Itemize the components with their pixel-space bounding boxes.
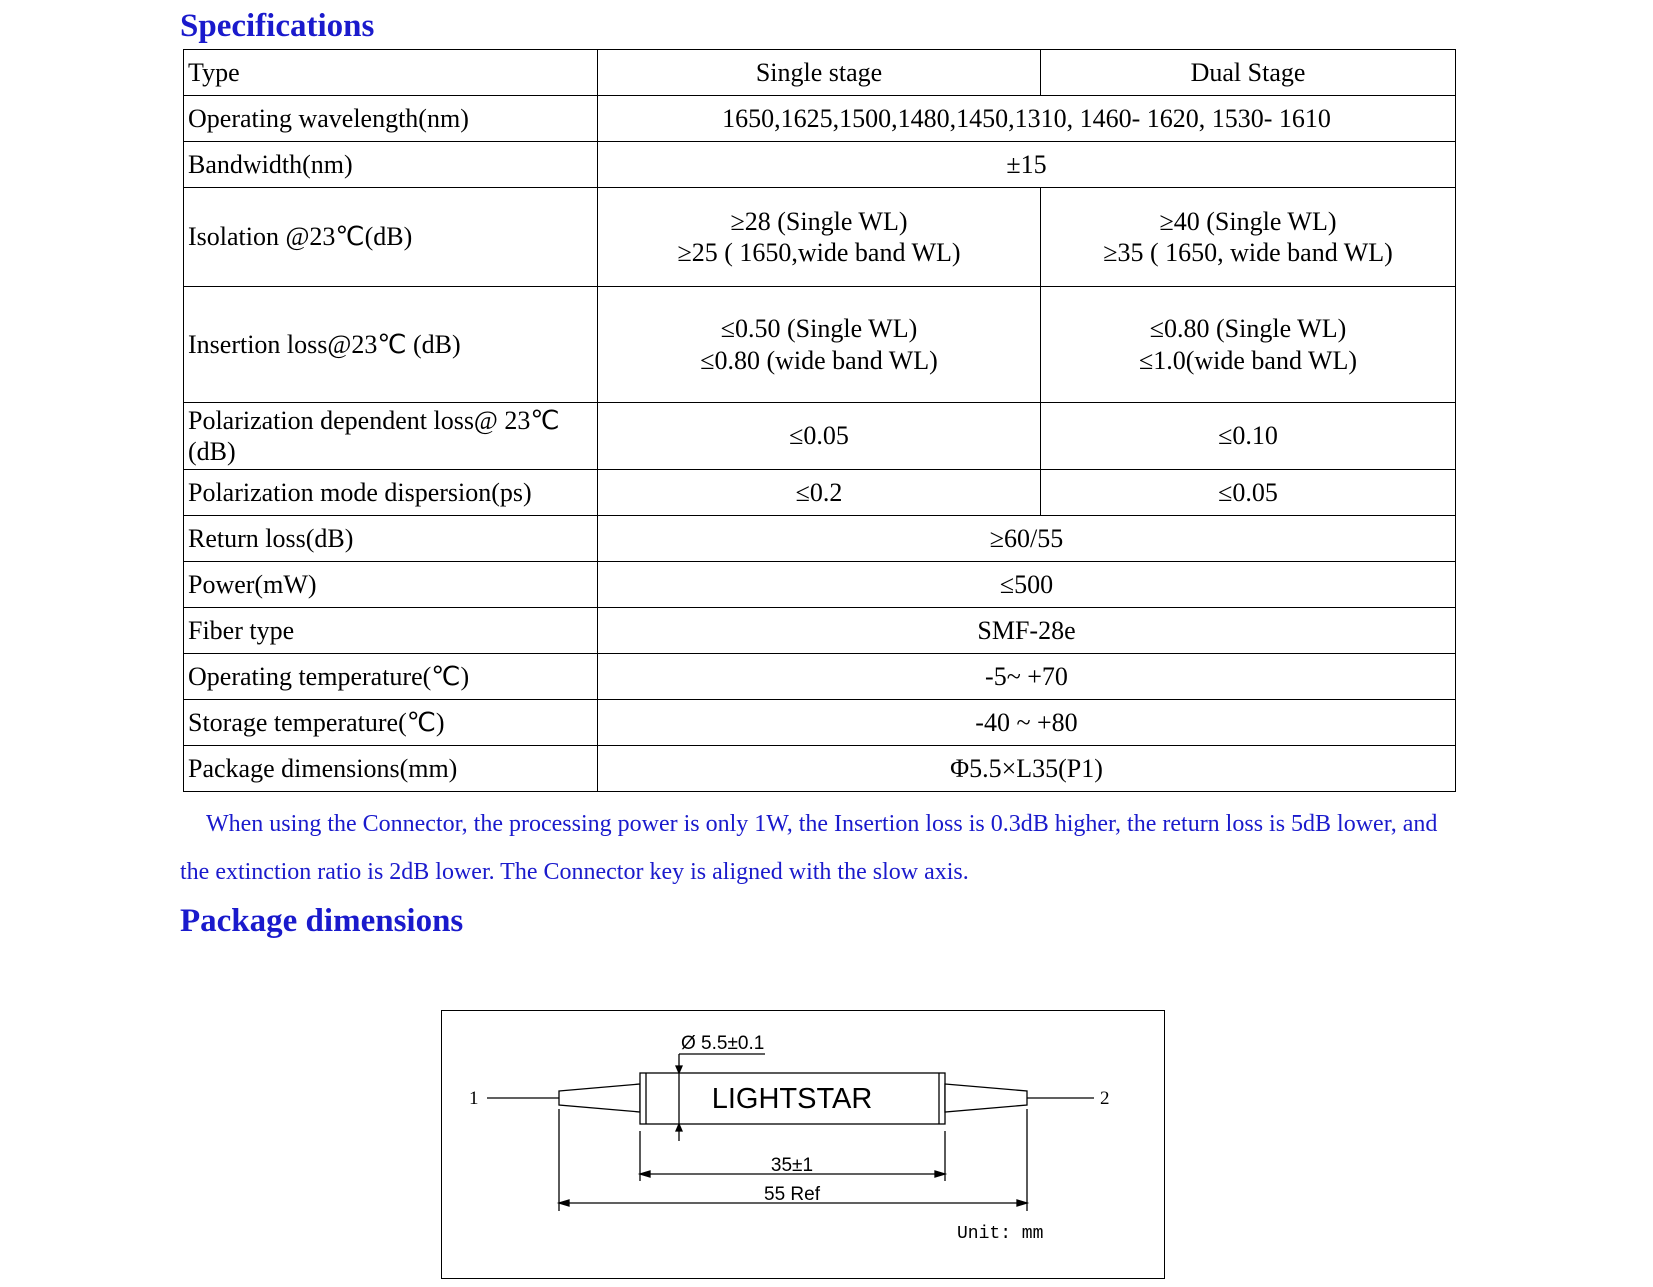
left-boot — [559, 1084, 640, 1112]
row-label: Operating temperature(℃) — [184, 654, 598, 700]
value-line: ≥28 (Single WL) — [730, 206, 908, 236]
port-2-label: 2 — [1100, 1088, 1110, 1109]
row-label: Package dimensions(mm) — [184, 746, 598, 792]
table-row — [184, 403, 1456, 470]
specifications-heading: Specifications — [180, 8, 375, 44]
value-line: ≤1.0(wide band WL) — [1138, 345, 1358, 375]
row-value: ≥60/55 — [598, 516, 1456, 562]
port-1-label: 1 — [469, 1088, 479, 1109]
unit-label: Unit: mm — [957, 1224, 1044, 1244]
row-value-single: ≤0.2 — [598, 470, 1041, 516]
table-row — [184, 516, 1456, 562]
connector-note — [180, 800, 1500, 896]
table-row — [184, 287, 1456, 403]
row-value: ±15 — [598, 142, 1456, 188]
row-label: Insertion loss@23℃ (dB) — [184, 287, 598, 403]
package-dimensions-heading: Package dimensions — [180, 903, 464, 939]
total-length-arrow-right — [1017, 1200, 1027, 1206]
row-label: Storage temperature(℃) — [184, 700, 598, 746]
table-row-type — [184, 50, 1456, 96]
table-row — [184, 470, 1456, 516]
value-line: ≥25 ( 1650,wide band WL) — [677, 238, 961, 267]
row-value-dual — [1041, 188, 1456, 287]
row-value-dual: ≤0.10 — [1041, 403, 1456, 470]
header-dual-stage: Dual Stage — [1041, 50, 1456, 96]
row-value-dual — [1041, 287, 1456, 403]
row-value: -40 ~ +80 — [598, 700, 1456, 746]
value-line: ≥40 (Single WL) — [1159, 206, 1337, 236]
row-label: Isolation @23℃(dB) — [184, 188, 598, 287]
body-length-arrow-right — [935, 1171, 945, 1177]
note-line-1 — [180, 800, 1500, 848]
body-length-arrow-left — [640, 1171, 650, 1177]
table-row — [184, 700, 1456, 746]
table-row — [184, 96, 1456, 142]
diameter-arrow-bottom — [676, 1124, 682, 1131]
row-label: Polarization dependent loss@ 23℃ (dB) — [184, 403, 598, 470]
header-single-stage: Single stage — [598, 50, 1041, 96]
row-value: Φ5.5×L35(P1) — [598, 746, 1456, 792]
value-line: ≥35 ( 1650, wide band WL) — [1103, 238, 1393, 267]
value-line: ≤0.80 (wide band WL) — [700, 345, 938, 375]
row-value: -5~ +70 — [598, 654, 1456, 700]
note-line-2: the extinction ratio is 2dB lower. The Connector key is aligned with the slow axis. — [180, 859, 969, 885]
package-drawing-svg — [442, 1011, 1166, 1280]
row-label: Operating wavelength(nm) — [184, 96, 598, 142]
row-value: 1650,1625,1500,1480,1450,1310, 1460- 1620, 1530- 1610 — [598, 96, 1456, 142]
note-text-1: When using the Connector, the processing power is only 1W, the Insertion loss is 0.3dB higher, the return loss is 5dB lower, and — [206, 811, 1438, 837]
row-value-dual: ≤0.05 — [1041, 470, 1456, 516]
table-row — [184, 608, 1456, 654]
row-value-single — [598, 188, 1041, 287]
row-label: Return loss(dB) — [184, 516, 598, 562]
body-length-label: 35±1 — [770, 1155, 814, 1176]
value-line: ≤0.50 (Single WL) — [720, 314, 918, 344]
row-label: Power(mW) — [184, 562, 598, 608]
brand-label: LIGHTSTAR — [711, 1083, 873, 1115]
row-label: Polarization mode dispersion(ps) — [184, 470, 598, 516]
package-drawing — [441, 1010, 1165, 1279]
table-row — [184, 562, 1456, 608]
diameter-arrow-top — [676, 1066, 682, 1073]
row-value-single — [598, 287, 1041, 403]
specifications-table — [183, 49, 1456, 792]
table-row — [184, 654, 1456, 700]
diameter-label: Ø 5.5±0.1 — [681, 1033, 765, 1054]
table-row — [184, 142, 1456, 188]
table-row — [184, 188, 1456, 287]
total-length-arrow-left — [559, 1200, 569, 1206]
row-value-single: ≤0.05 — [598, 403, 1041, 470]
header-type-label: Type — [184, 50, 598, 96]
row-label: Bandwidth(nm) — [184, 142, 598, 188]
row-label: Fiber type — [184, 608, 598, 654]
row-value: ≤500 — [598, 562, 1456, 608]
total-length-label: 55 Ref — [764, 1184, 820, 1205]
right-boot — [945, 1084, 1027, 1112]
row-value: SMF-28e — [598, 608, 1456, 654]
table-row — [184, 746, 1456, 792]
value-line: ≤0.80 (Single WL) — [1149, 314, 1347, 344]
